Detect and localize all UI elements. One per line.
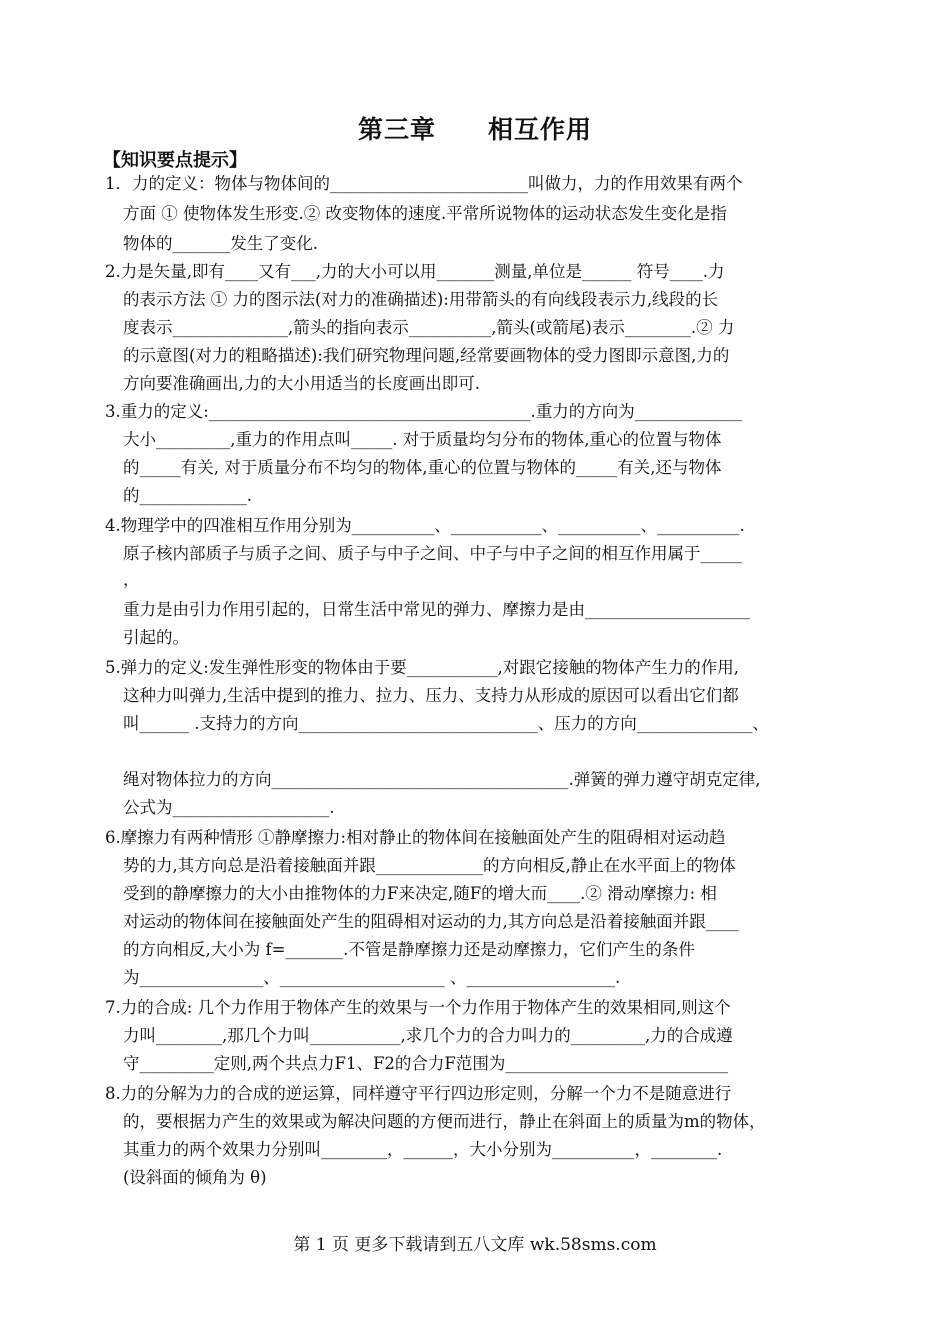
section-heading: 【知识要点提示】 bbox=[103, 150, 247, 171]
item-4-line-5: 引起的。 bbox=[123, 628, 189, 647]
item-5-line-2: 这种力叫弹力,生活中提到的推力、拉力、压力、支持力从形成的原因可以看出它们都 bbox=[123, 686, 739, 705]
item-3-line-4: 的_____________. bbox=[123, 486, 252, 505]
page-footer: 第 1 页 更多下载请到五八文库 wk.58sms.com bbox=[293, 1235, 657, 1255]
item-4-line-2: 原子核内部质子与质子之间、质子与中子之间、中子与中子之间的相互作用属于_____ bbox=[123, 544, 742, 563]
item-1-line-2: 方面 ① 使物体发生形变.② 改变物体的速度.平常所说物体的运动状态发生变化是指 bbox=[123, 204, 727, 223]
item-4-line-3: ， bbox=[123, 570, 140, 589]
item-7-line-3: 守_________定则,两个共点力F1、F2的合力F范围为___________________________ bbox=[123, 1054, 729, 1073]
item-3-line-2: 大小_________,重力的作用点叫_____. 对于质量均匀分布的物体,重心的位置与物体 bbox=[123, 430, 722, 449]
item-6-line-5: 的方向相反,大小为 f=_______.不管是静摩擦力还是动摩擦力，它们产生的条件 bbox=[123, 940, 695, 959]
item-2-line-5: 方向要准确画出,力的大小用适当的长度画出即可. bbox=[123, 374, 480, 393]
item-3-line-3: 的_____有关, 对于质量分布不均匀的物体,重心的位置与物体的_____有关,还与物体 bbox=[123, 458, 722, 477]
item-5-line-5: 绳对物体拉力的方向____________________________________.弹簧的弹力遵守胡克定律, bbox=[123, 770, 761, 789]
item-2-line-4: 的示意图(对力的粗略描述):我们研究物理问题,经常要画物体的受力图即示意图,力的 bbox=[123, 346, 730, 365]
item-3-line-1: 3.重力的定义:_______________________________________.重力的方向为_____________ bbox=[105, 402, 743, 421]
item-1-line-1: 1．力的定义：物体与物体间的________________________叫做力，力的作用效果有两个 bbox=[105, 174, 743, 193]
item-4-line-1: 4.物理学中的四准相互作用分别为__________、___________、__________、__________. bbox=[105, 516, 745, 535]
item-2-line-1: 2.力是矢量,即有____又有___,力的大小可以用_______测量,单位是______ 符号____.力 bbox=[105, 262, 725, 281]
item-5-line-1: 5.弹力的定义:发生弹性形变的物体由于要___________,对跟它接触的物体产生力的作用, bbox=[105, 658, 740, 677]
item-5-line-3: 叫______ .支持力的方向_____________________________、压力的方向______________、 bbox=[123, 714, 769, 733]
item-4-line-4: 重力是由引力作用引起的，日常生活中常见的弹力、摩擦力是由____________________ bbox=[123, 600, 750, 619]
item-7-line-2: 力叫________,那几个力叫___________,求几个力的合力叫力的_________,力的合成遵 bbox=[123, 1026, 733, 1045]
item-8-line-1: 8.力的分解为力的合成的逆运算，同样遵守平行四边形定则，分解一个力不是随意进行 bbox=[105, 1084, 732, 1103]
item-1-line-3: 物体的_______发生了变化. bbox=[123, 234, 318, 253]
item-6-line-2: 势的力,其方向总是沿着接触面并跟_____________的方向相反,静止在水平面上的物体 bbox=[123, 856, 736, 875]
item-8-line-2: 的，要根据力产生的效果或为解决问题的方便而进行，静止在斜面上的质量为m的物体， bbox=[123, 1112, 766, 1131]
item-6-line-3: 受到的静摩擦力的大小由推物体的力F来决定,随F的增大而____.② 滑动摩擦力: 相 bbox=[123, 884, 717, 903]
item-7-line-1: 7.力的合成: 几个力作用于物体产生的效果与一个力作用于物体产生的效果相同,则这个 bbox=[105, 998, 731, 1017]
item-6-line-1: 6.摩擦力有两种情形 ①静摩擦力:相对静止的物体间在接触面处产生的阻碍相对运动趋 bbox=[105, 828, 726, 847]
item-6-line-4: 对运动的物体间在接触面处产生的阻碍相对运动的力,其方向总是沿着接触面并跟____ bbox=[123, 912, 739, 931]
item-2-line-3: 度表示______________,箭头的指向表示__________,箭头(或箭尾)表示________.② 力 bbox=[123, 318, 735, 337]
item-2-line-2: 的表示方法 ① 力的图示法(对力的准确描述):用带箭头的有向线段表示力,线段的长 bbox=[123, 290, 719, 309]
chapter-title: 第三章 相互作用 bbox=[357, 115, 592, 144]
item-5-line-6: 公式为___________________. bbox=[123, 798, 335, 817]
item-8-line-3: 其重力的两个效果力分别叫________，______，大小分别为__________，________. bbox=[123, 1140, 723, 1159]
item-6-line-6: 为_______________、____________________ 、__________________. bbox=[123, 968, 621, 987]
item-8-line-4: (设斜面的倾角为 θ) bbox=[123, 1168, 267, 1187]
